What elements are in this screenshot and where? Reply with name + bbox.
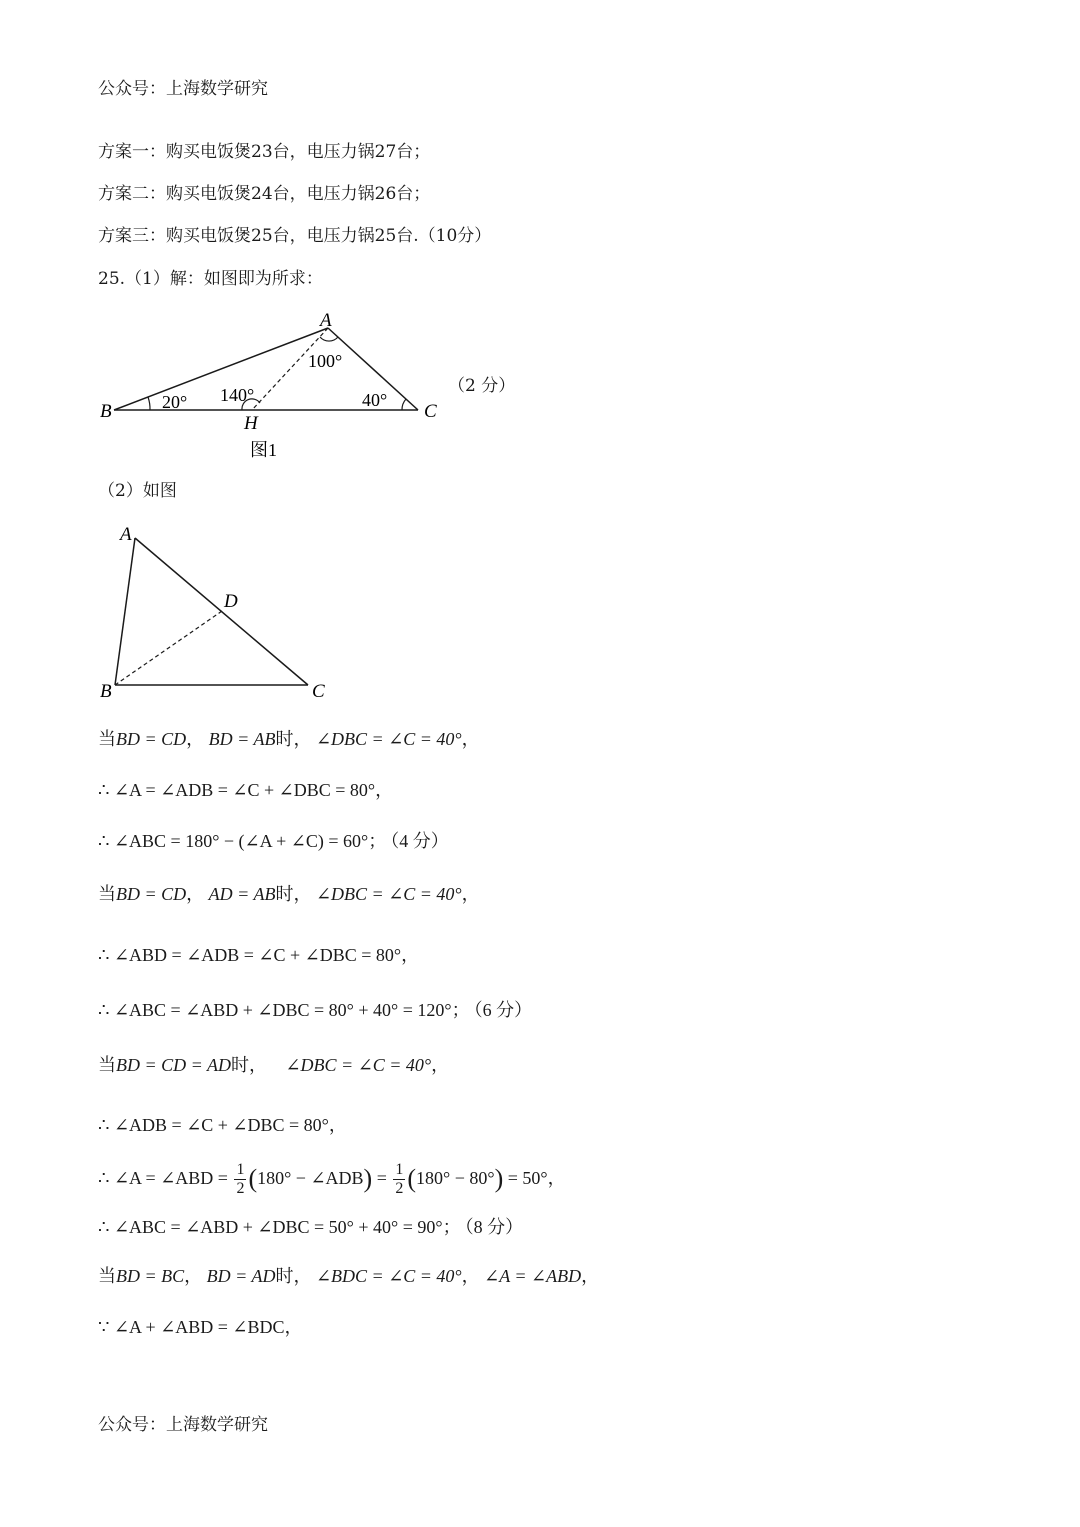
case2-condition: 当BD = CD， AD = AB时， ∠DBC = ∠C = 40°， — [98, 884, 480, 904]
plan-one: 方案一：购买电饭煲23台，电压力锅27台； — [98, 142, 431, 162]
fraction-half: $\frac{1}{2}$ — [236, 1161, 245, 1198]
case2-score: （6 分） — [473, 1000, 533, 1020]
page-header: 公众号：上海数学研究 — [98, 79, 268, 99]
fig2-label-b: B — [100, 681, 112, 702]
fig1-angle-c: 40° — [362, 390, 388, 410]
part2-intro: （2）如图 — [98, 481, 177, 501]
fig1-label-a: A — [320, 310, 332, 331]
case2-step1: ∴ ∠ABD = ∠ADB = ∠C + ∠DBC = 80°， — [98, 945, 420, 965]
plan-three: 方案三：购买电饭煲25台，电压力锅25台.（10分） — [98, 226, 492, 246]
fig1-label-c: C — [424, 401, 437, 422]
fig1-angle-b: 20° — [162, 392, 188, 412]
page-footer: 公众号：上海数学研究 — [98, 1415, 268, 1435]
case3-condition: 当BD = CD = AD时， ∠DBC = ∠C = 40°， — [98, 1055, 450, 1075]
case1-step1: ∴ ∠A = ∠ADB = ∠C + ∠DBC = 80°， — [98, 780, 394, 800]
case1-score: （4 分） — [390, 831, 449, 851]
fig2-label-c: C — [312, 681, 325, 702]
case4-condition: 当BD = BC， BD = AD时， ∠BDC = ∠C = 40°， ∠A = ∠ABD， — [98, 1266, 600, 1286]
case3-step1: ∴ ∠ADB = ∠C + ∠DBC = 80°， — [98, 1115, 347, 1135]
case1-condition: 当BD = CD， BD = AB时， ∠DBC = ∠C = 40°， — [98, 729, 480, 749]
fig1-angle-h: 140° — [220, 385, 255, 405]
case1-step2: ∴ ∠ABC = 180° − (∠A + ∠C) = 60°； （4 分） — [98, 831, 449, 851]
case3-step3: ∴ ∠ABC = ∠ABD + ∠DBC = 50° + 40° = 90°； （8 分） — [98, 1217, 524, 1237]
case4-step1: ∵ ∠A + ∠ABD = ∠BDC， — [98, 1317, 303, 1337]
fig2-label-d: D — [224, 591, 238, 612]
fig1-label-b: B — [100, 401, 112, 422]
fig1-score: （2 分） — [448, 376, 516, 396]
fig1-angle-a: 100° — [308, 351, 343, 371]
q25-intro: 25.（1）解：如图即为所求： — [98, 269, 323, 289]
case3-score: （8 分） — [464, 1217, 524, 1237]
fig2-label-a: A — [120, 524, 132, 545]
fraction-half: $\frac{1}{2}$ — [395, 1161, 404, 1198]
figure-2 — [90, 515, 350, 705]
plan-two: 方案二：购买电饭煲24台，电压力锅26台； — [98, 184, 431, 204]
case2-step2: ∴ ∠ABC = ∠ABD + ∠DBC = 80° + 40° = 120°； （6 分） — [98, 1000, 533, 1020]
fig1-label-h: H — [244, 413, 258, 434]
fig1-caption: 图1 — [250, 440, 277, 460]
case3-step2: ∴ ∠A = ∠ABD = $\frac{1}{2}$ (180° − ∠ADB) = $\frac{1}{2}$ (180° − 80°) = 50°， — [98, 1161, 566, 1198]
